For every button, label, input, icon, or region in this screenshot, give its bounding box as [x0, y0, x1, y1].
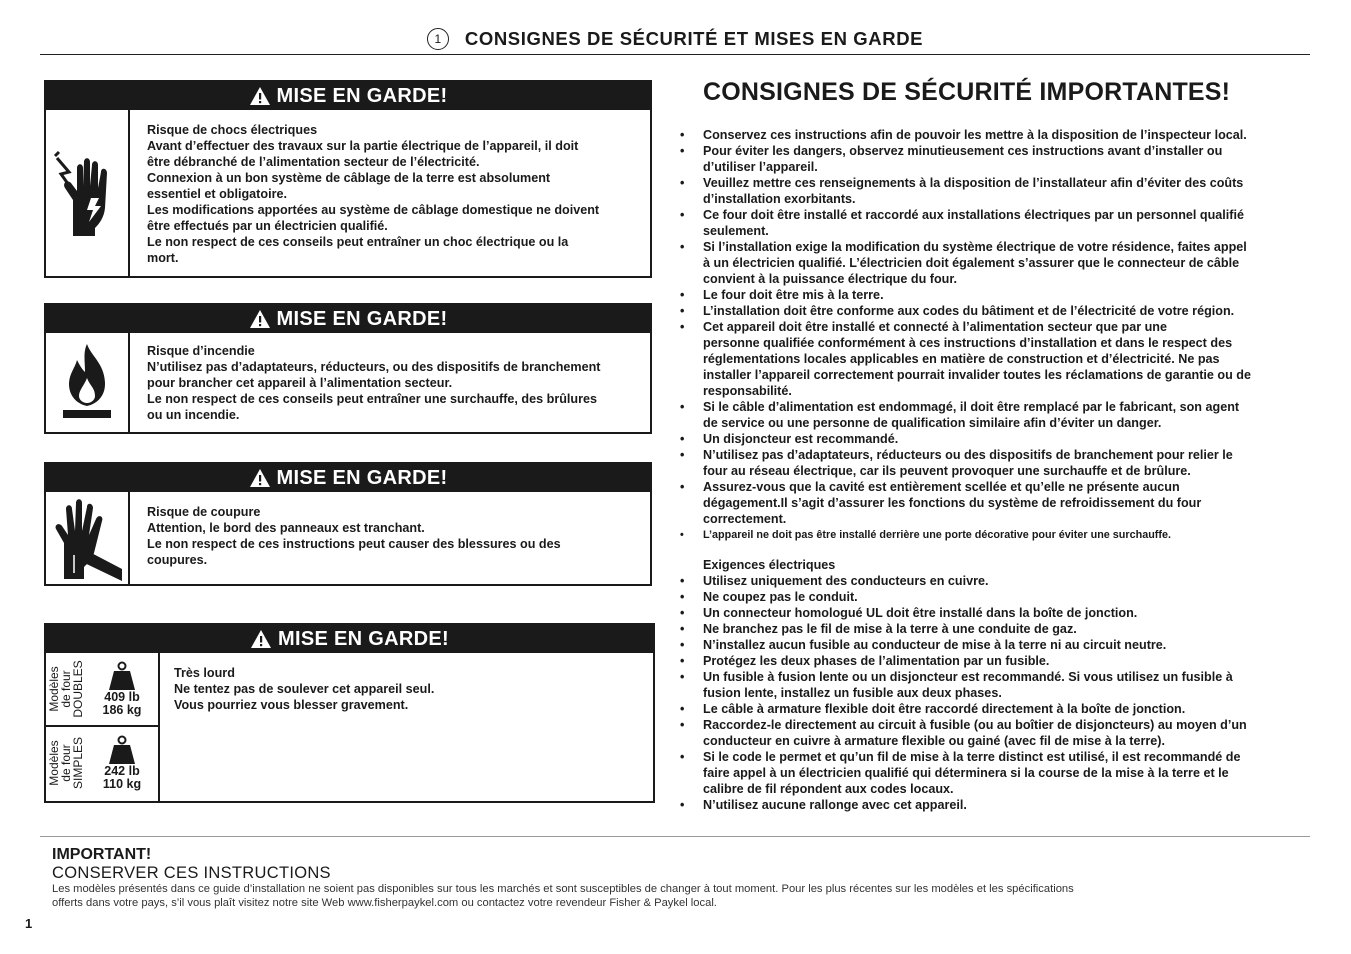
list-item-line: d’installation exorbitants. [703, 192, 856, 206]
warning-line: Le non respect de ces conseils peut entraîner une surchauffe, des brûlures [147, 392, 598, 406]
list-item-line: • Si l’installation exige la modification du système électrique de votre résidence, faites appel [703, 240, 1247, 254]
list-item-line: d’utiliser l’appareil. [703, 160, 818, 174]
list-item [680, 431, 1310, 447]
warning-heading-label: MISE EN GARDE! [278, 627, 449, 650]
warning-line: coupures. [147, 553, 208, 567]
warning-box-weight [44, 623, 655, 803]
list-item-line: dégagement.Il s’agit d’assurer les fonctions du système de refroidissement du four [703, 496, 1202, 510]
warning-heading [46, 305, 650, 333]
footer-divider [40, 836, 1310, 837]
list-item [680, 127, 1310, 143]
warning-heading-label: MISE EN GARDE! [276, 466, 448, 489]
list-item [680, 287, 1310, 303]
warning-line: essentiel et obligatoire. [147, 187, 287, 201]
list-item [680, 669, 1310, 701]
list-item-line: • Protégez les deux phases de l’alimentation par un fusible. [703, 654, 1050, 668]
warning-text [130, 492, 569, 584]
warning-box-electric [44, 80, 652, 278]
footer-important: IMPORTANT! [52, 846, 152, 863]
list-item-line: • Un fusible à fusion lente ou un disjoncteur est recommandé. Si vous utilisez un fusible à [703, 670, 1233, 684]
warning-line: ou un incendie. [147, 408, 240, 422]
footer [52, 846, 1302, 910]
list-item-line: • Un disjoncteur est recommandé. [703, 432, 899, 446]
list-item-line: • Ne branchez pas le fil de mise à la terre à une conduite de gaz. [703, 622, 1077, 636]
weight-table [46, 653, 160, 801]
warning-triangle-icon [249, 86, 271, 106]
list-item-line: • Le câble à armature flexible doit être raccordé directement à la boîte de jonction. [703, 702, 1186, 716]
list-item [680, 797, 1310, 813]
list-item [680, 207, 1310, 239]
list-item [680, 303, 1310, 319]
list-item-line: four au réseau électrique, car ils peuvent provoquer une surchauffe et de brûlure. [703, 464, 1191, 478]
page-title: CONSIGNES DE SÉCURITÉ ET MISES EN GARDE [464, 28, 924, 49]
list-item [680, 749, 1310, 797]
warning-line: être débranché de l’alimentation secteur de l’électricité. [147, 155, 480, 169]
cut-hazard-hand-icon [46, 492, 130, 584]
list-item [680, 573, 1310, 589]
list-item-line: • Pour éviter les dangers, observez minutieusement ces instructions avant d’installer ou [703, 144, 1223, 158]
list-item [680, 653, 1310, 669]
warning-line: Très lourd [174, 666, 235, 680]
warning-box-fire [44, 303, 652, 434]
list-item [680, 589, 1310, 605]
list-item-line: conducteur en cuivre à armature flexible ou gainé (avec fil de mise à la terre). [703, 734, 1165, 748]
list-item-line: installer l’appareil correctement pourrait invalider toutes les réclamations de garantie ou de [703, 368, 1252, 382]
list-item-line: • L’installation doit être conforme aux codes du bâtiment et de l’électricité de votre région. [703, 304, 1235, 318]
warning-triangle-icon [249, 468, 271, 488]
list-item-line: • Le four doit être mis à la terre. [703, 288, 884, 302]
footer-note-line: Les modèles présentés dans ce guide d’installation ne soient pas disponibles sur tous les marchés et sont susceptibles de changer à tout moment. Pour les plus récentes sur les modèles et les spécifications [52, 883, 1074, 895]
list-item [680, 239, 1310, 287]
list-item-line: • N’utilisez aucune rallonge avec cet appareil. [703, 798, 967, 812]
single-weight-kg: 110 kg [102, 777, 142, 791]
warning-text [130, 333, 608, 432]
electrical-requirements-heading: Exigences électriques [703, 558, 836, 572]
list-item-line: • Ce four doit être installé et raccordé aux installations électriques par un personnel qualifié [703, 208, 1244, 222]
warning-line: Le non respect de ces conseils peut entraîner un choc électrique ou la [147, 235, 569, 249]
footer-note-line: offerts dans votre pays, s’il vous plaît visitez notre site Web www.fisherpaykel.com ou contactez votre revendeur Fisher & Paykel local. [52, 896, 717, 909]
list-item-line: réglementations locales applicables en matière de construction et d’électricité. Ne pas [703, 352, 1220, 366]
warning-heading [46, 82, 650, 110]
warning-line: Connexion à un bon système de câblage de la terre est absolument [147, 171, 551, 185]
warning-text [160, 653, 442, 801]
list-item-line: correctement. [703, 512, 787, 526]
safety-bullet-list [680, 127, 1310, 527]
warning-triangle-icon [249, 309, 271, 329]
list-item-line: à un électricien qualifié. L’électricien doit également s’assurer que le connecteur de câble [703, 256, 1240, 270]
list-item [680, 605, 1310, 621]
list-item [680, 175, 1310, 207]
warning-line: Attention, le bord des panneaux est tranchant. [147, 521, 425, 535]
list-item-line: fusion lente, installez un fusible aux deux phases. [703, 686, 1002, 700]
warning-heading-label: MISE EN GARDE! [276, 84, 448, 107]
list-item-line: responsabilité. [703, 384, 792, 398]
warning-heading [46, 464, 650, 492]
double-weight-lb: 409 lb [104, 690, 140, 704]
warning-line: Risque d’incendie [147, 344, 255, 358]
warning-triangle-icon [250, 629, 272, 649]
list-item-line: • Veuillez mettre ces renseignements à la disposition de l’installateur afin d’éviter des coûts [703, 176, 1244, 190]
warning-line: Ne tentez pas de soulever cet appareil seul. [174, 682, 435, 696]
list-item [680, 319, 1310, 399]
warning-line: pour brancher cet appareil à l’alimentation secteur. [147, 376, 453, 390]
list-item-line: • N’installez aucun fusible au conducteur de mise à la terre ni au circuit neutre. [703, 638, 1167, 652]
footer-keep-instructions: CONSERVER CES INSTRUCTIONS [52, 864, 331, 882]
list-item-line: • Conservez ces instructions afin de pouvoir les mettre à la disposition de l’inspecteur local. [703, 128, 1247, 142]
list-item [680, 637, 1310, 653]
list-item [680, 399, 1310, 431]
list-item-line: • Ne coupez pas le conduit. [703, 590, 858, 604]
warning-line: Les modifications apportées au système de câblage domestique ne doivent [147, 203, 600, 217]
warning-box-cut [44, 462, 652, 586]
warning-heading [46, 625, 653, 653]
list-item-line: • Utilisez uniquement des conducteurs en cuivre. [703, 574, 989, 588]
warning-line: mort. [147, 251, 179, 265]
important-safety-section [680, 78, 1310, 813]
weight-row-single [46, 725, 158, 799]
list-item [680, 447, 1310, 479]
warning-line: Risque de coupure [147, 505, 261, 519]
page-number: 1 [25, 916, 33, 931]
list-item [680, 479, 1310, 527]
list-item-line: convient à la puissance électrique du four. [703, 272, 958, 286]
list-item [680, 621, 1310, 637]
list-item-line: de service ou une personne de qualification similaire afin d’éviter un danger. [703, 416, 1162, 430]
warning-line: Vous pourriez vous blesser gravement. [174, 698, 409, 712]
warning-line: Avant d’effectuer des travaux sur la partie électrique de l’appareil, il doit [147, 139, 579, 153]
single-weight-lb: 242 lb [104, 764, 140, 778]
section-title: CONSIGNES DE SÉCURITÉ IMPORTANTES! [703, 78, 1231, 106]
weight-icon [108, 735, 136, 765]
list-item [680, 717, 1310, 749]
fire-hazard-icon [46, 333, 130, 432]
list-item-line: • Raccordez-le directement au circuit à fusible (ou au boîtier de disjoncteurs) au moyen d’un [703, 718, 1247, 732]
list-item [680, 701, 1310, 717]
warning-line: être effectués par un électricien qualifié. [147, 219, 388, 233]
list-item [680, 143, 1310, 175]
double-oven-label: Modèles de four DOUBLES [47, 660, 85, 718]
list-item-line: • N’utilisez pas d’adaptateurs, réducteurs ou des dispositifs de branchement pour relier le [703, 448, 1233, 462]
page-header [40, 26, 1310, 55]
list-item: • L’appareil ne doit pas être installé derrière une porte décorative pour éviter une surchauffe. [680, 527, 1310, 543]
section-number: 1 [427, 28, 449, 50]
weight-icon [108, 661, 136, 691]
list-item-line: • Un connecteur homologué UL doit être installé dans la boîte de jonction. [703, 606, 1138, 620]
single-oven-label: Modèles de four SIMPLES [47, 736, 85, 790]
warning-line: Le non respect de ces instructions peut causer des blessures ou des [147, 537, 561, 551]
electrical-bullet-list [680, 573, 1310, 813]
list-item-line: faire appel à un électricien qualifié qui déterminera si la course de la mise à la terre et le [703, 766, 1229, 780]
warning-text [130, 110, 607, 276]
electric-shock-hand-icon [46, 110, 130, 276]
warning-line: Risque de chocs électriques [147, 123, 318, 137]
list-item-line: calibre de fil répondent aux codes locaux. [703, 782, 954, 796]
weight-row-double [46, 653, 158, 725]
list-item-line: personne qualifiée conformément à ces instructions d’installation et dans le respect des [703, 336, 1233, 350]
warning-line: N’utilisez pas d’adaptateurs, réducteurs, ou des dispositifs de branchement [147, 360, 601, 374]
list-item-line: seulement. [703, 224, 769, 238]
list-item-line: • Cet appareil doit être installé et connecté à l’alimentation secteur que par une [703, 320, 1167, 334]
double-weight-kg: 186 kg [102, 703, 142, 717]
list-item-line: • Si le câble d’alimentation est endommagé, il doit être remplacé par le fabricant, son agent [703, 400, 1240, 414]
list-item-line: • Assurez-vous que la cavité est entièrement scellée et qu’elle ne présente aucun [703, 480, 1180, 494]
list-item-line: • Si le code le permet et qu’un fil de mise à la terre distinct est utilisé, il est recommandé de [703, 750, 1241, 764]
warning-heading-label: MISE EN GARDE! [276, 307, 448, 330]
